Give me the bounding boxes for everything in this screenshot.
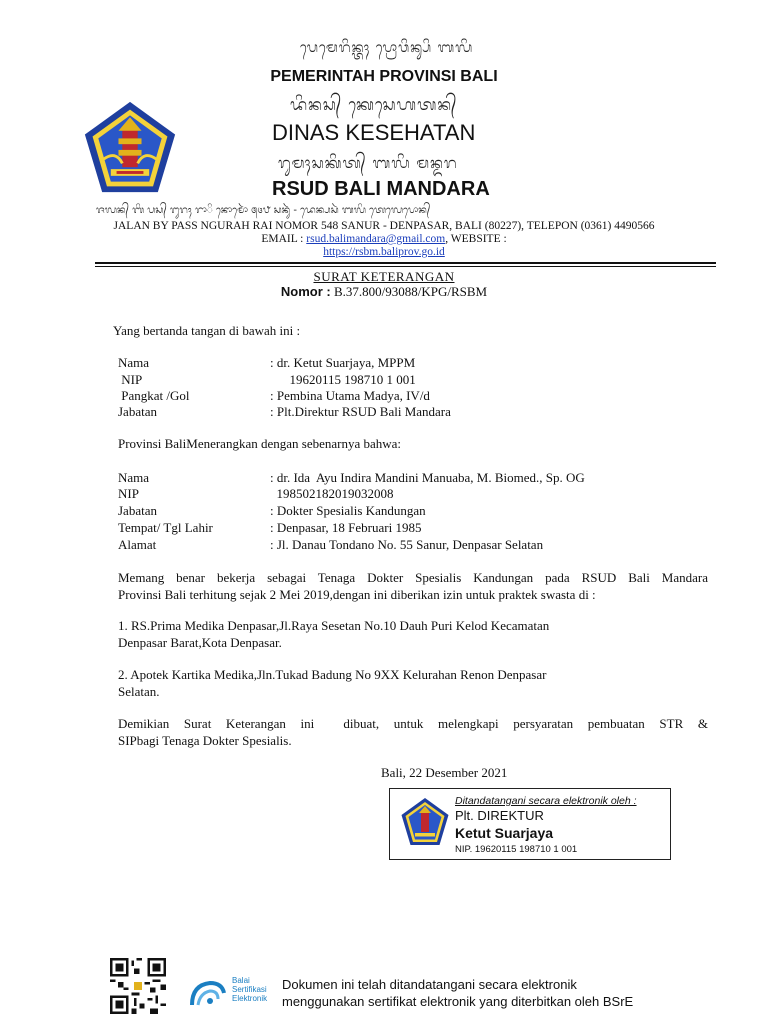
email-label: EMAIL : [261,233,307,245]
statement-text: Provinsi BaliMenerangkan dengan sebenarnya bahwa: [118,436,402,451]
subject-nip-label: NIP [118,486,139,501]
website-label: , WEBSITE : [445,233,507,245]
street-address: JALAN BY PASS NGURAH RAI NOMOR 548 SANUR - DENPASAR, BALI (80227), TELEPON (0361) 4490566 [113,220,655,232]
subject-position-value: : Dokter Spesialis Kandungan [270,503,426,518]
signer-name-label: Nama [118,355,150,370]
header-divider-thick [95,262,716,264]
signature-emblem-icon [400,795,450,849]
bsre-logo-text [232,976,267,1003]
letter-title: SURAT KETERANGAN [313,269,455,284]
signer-position-value: : Plt.Direktur RSUD Bali Mandara [270,404,451,419]
signer-nip-value: 19620115 198710 1 001 [270,372,416,387]
subject-birth-value: : Denpasar, 18 Februari 1985 [270,520,422,535]
signer-position-label: Jabatan [118,404,157,419]
government-heading: PEMERINTAH PROVINSI BALI [270,68,498,85]
subject-address-label: Alamat [118,537,157,552]
letter-number [0,284,768,300]
bsre-logo-icon [188,975,230,1011]
signer-rank-value: : Pembina Utama Madya, IV/d [270,388,430,403]
practice-location-1 [118,617,708,651]
signature-name: Ketut Suarjaya [455,825,554,841]
signer-rank-label: Pangkat /Gol [118,388,190,403]
number-value: B.37.800/93088/KPG/RSBM [330,284,488,299]
subject-address-value: : Jl. Danau Tondano No. 55 Sanur, Denpasar Selatan [270,537,544,552]
practice-1-line-2: Denpasar Barat,Kota Denpasar. [118,635,282,650]
practice-2-line-2: Selatan. [118,684,160,699]
closing-line-2: SIPbagi Tenaga Dokter Spesialis. [118,733,292,748]
footer-line-2: menggunakan sertifikat elektronik yang diterbitkan oleh BSrE [282,994,634,1009]
qr-code-icon [110,958,166,1014]
balinese-rsud-script: ᬭᬸᬫᬄᬲᬓᬶᬢ᭄ ᬩᬮᬶ ᬫᬦ᭄ᬤᬭ [278,154,458,172]
contact-line [0,233,768,246]
signature-heading: Ditandatangani secara elektronik oleh : [455,795,637,807]
balinese-dinas-script: ᬤᬶᬦᬲ᭄ ᬓᬾᬲᬾᬳᬢᬦ᭄ [290,95,458,114]
bsre-text-line-3: Elektronik [232,994,268,1003]
subject-name-label: Nama [118,470,150,485]
balinese-address-script: ᬚᬮᬦ᭄ ᬩᬶ ᬧᬲ᭄ ᬗᬸᬭᬄ ᬭᬵᬶ ᬦᭀᬫᭀᬃ ᭕᭔᭘ ᬲᬦᬸᬃ - ᬤᬾᬦ᭄ᬧᬲᬃ ᬩᬮᬶ ᬢᬾᬮᬾᬧᭀᬦ᭄ [96,205,431,216]
dinas-heading: DINAS KESEHATAN [272,120,476,145]
subject-name-value: : dr. Ida Ayu Indira Mandini Manuaba, M. Biomed., Sp. OG [270,470,585,485]
closing-line-1: Demikian Surat Keterangan ini dibuat, untuk melengkapi persyaratan pembuatan STR & [118,716,708,731]
subject-birth-label: Tempat/ Tgl Lahir [118,520,213,535]
website-link[interactable]: https://rsbm.baliprov.go.id [323,246,445,258]
email-link[interactable]: rsud.balimandara@gmail.com [306,233,446,245]
practice-location-2 [118,666,708,700]
rsud-heading: RSUD BALI MANDARA [272,178,490,200]
subject-nip-value: 198502182019032008 [270,486,394,501]
footer-line-1: Dokumen ini telah ditandatangani secara elektronik [282,977,577,992]
bsre-text-line-1: Balai [232,976,250,985]
employment-line-1: Memang benar bekerja sebagai Tenaga Dokter Spesialis Kandungan pada RSUD Bali Mandara [118,570,708,585]
signature-role: Plt. DIREKTUR [455,808,544,823]
bsre-text-line-2: Sertifikasi [232,985,267,994]
signer-nip-label: NIP [118,372,143,387]
balinese-government-script: ᬧᬾᬫᬾᬭᬶᬦ᭄ᬢᬄ ᬧ᭄ᬭᭀᬯᬶᬦ᭄ᬲᬶ ᬩᬮᬶ [300,40,474,56]
signer-name-value: : dr. Ketut Suarjaya, MPPM [270,355,416,370]
employment-paragraph [118,569,708,603]
bali-province-emblem [82,98,178,198]
subject-position-label: Jabatan [118,503,157,518]
practice-2-line-1: 2. Apotek Kartika Medika,Jln.Tukad Badung No 9XX Kelurahan Renon Denpasar [118,667,547,682]
intro-text: Yang bertanda tangan di bawah ini : [113,323,301,338]
number-label: Nomor : [280,284,331,299]
practice-1-line-1: 1. RS.Prima Medika Denpasar,Jl.Raya Sesetan No.10 Dauh Puri Kelod Kecamatan [118,618,550,633]
place-date: Bali, 22 Desember 2021 [381,765,508,780]
employment-line-2: Provinsi Bali terhitung sejak 2 Mei 2019,dengan ini diberikan izin untuk praktek swasta di : [118,587,596,602]
footer-notice [282,976,633,1010]
address-block [0,220,768,259]
signature-nip: NIP. 19620115 198710 1 001 [455,844,578,855]
closing-paragraph [118,715,708,749]
header-divider-thin [95,266,716,267]
